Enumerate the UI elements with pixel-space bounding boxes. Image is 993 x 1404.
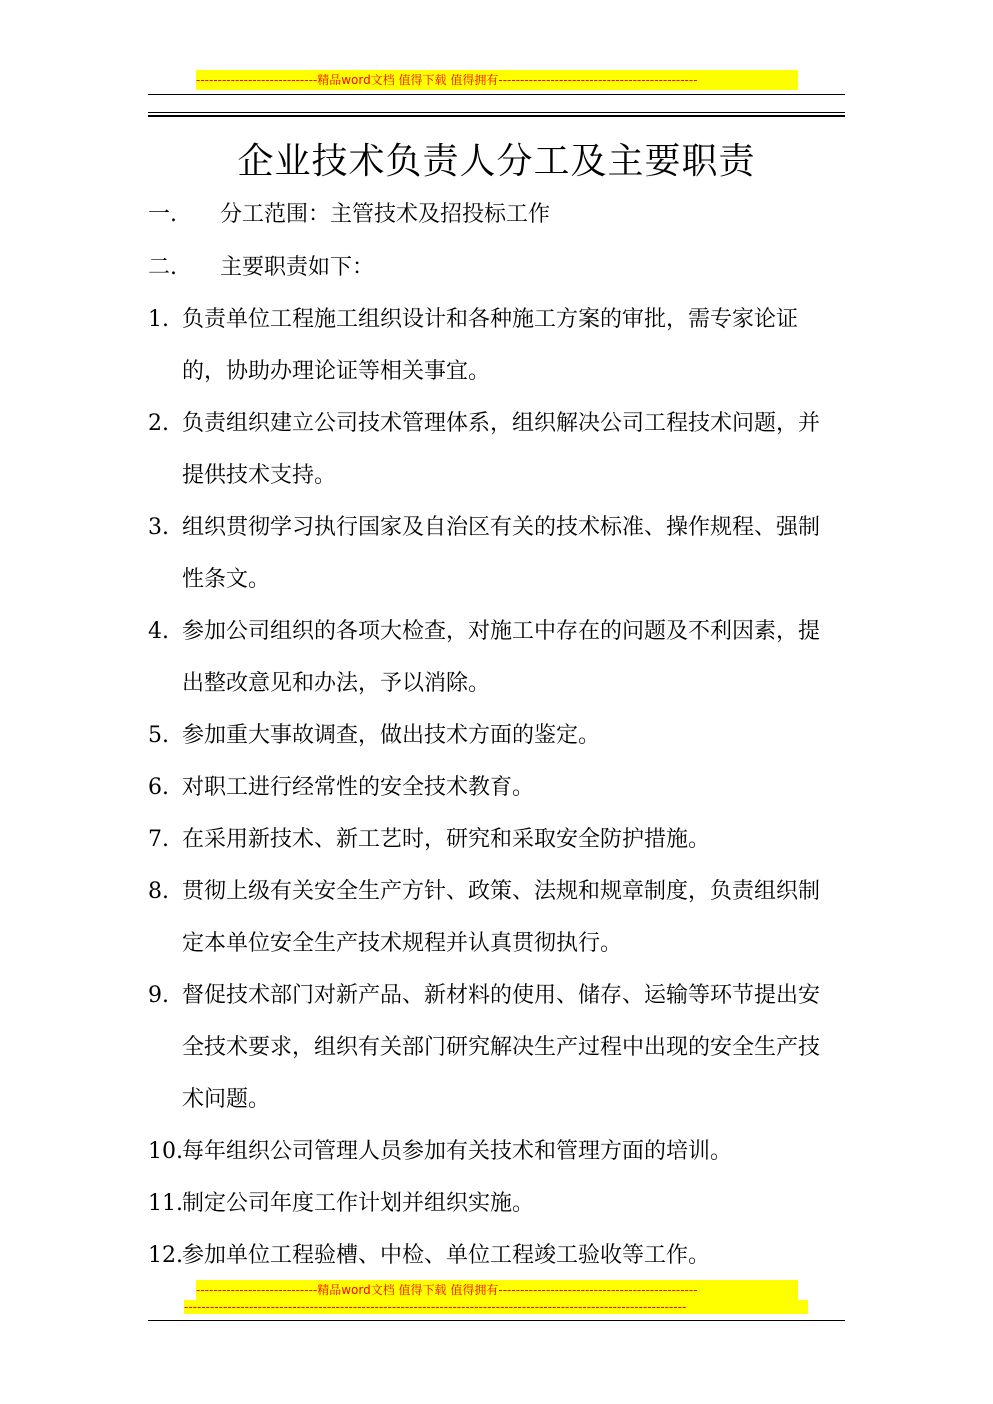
item-number: 6. [148, 775, 169, 800]
duty-item-11 [148, 1178, 838, 1230]
duty-item-12 [148, 1230, 838, 1282]
item-text: 组织贯彻学习执行国家及自治区有关的技术标准、操作规程、强制性条文。 [182, 515, 821, 592]
header-divider [148, 94, 845, 95]
section-text: 主要职责如下： [220, 255, 375, 280]
item-text: 参加单位工程验槽、中检、单位工程竣工验收等工作。 [182, 1243, 711, 1268]
duty-item-7 [148, 814, 838, 866]
section-number: 一. [148, 202, 177, 227]
item-number: 2. [148, 411, 169, 436]
document-title: 企业技术负责人分工及主要职责 [237, 141, 756, 182]
item-text: 参加公司组织的各项大检查，对施工中存在的问题及不利因素，提出整改意见和办法，予以消除。 [182, 619, 821, 696]
duty-item-4 [148, 606, 838, 710]
item-number: 7. [148, 827, 169, 852]
item-text: 督促技术部门对新产品、新材料的使用、储存、运输等环节提出安全技术要求，组织有关部门研究解决生产过程中出现的安全生产技术问题。 [182, 983, 821, 1112]
item-number: 11. [148, 1191, 183, 1216]
header-banner: ----------------------------精品word文档 值得下载 值得拥有---------------------------------------------- [196, 70, 798, 90]
duty-item-8 [148, 866, 838, 970]
duty-item-5 [148, 710, 838, 762]
item-number: 12. [148, 1243, 183, 1268]
item-number: 4. [148, 619, 169, 644]
header-double-divider-top [148, 112, 845, 113]
duty-item-1 [148, 294, 838, 398]
section-scope [148, 200, 550, 230]
duty-item-3 [148, 502, 838, 606]
item-number: 5. [148, 723, 169, 748]
item-text: 参加重大事故调查，做出技术方面的鉴定。 [182, 723, 601, 748]
section-number: 二. [148, 255, 177, 280]
item-text: 每年组织公司管理人员参加有关技术和管理方面的培训。 [182, 1139, 733, 1164]
item-number: 1. [148, 307, 169, 332]
item-number: 3. [148, 515, 169, 540]
footer-divider [148, 1320, 845, 1321]
item-text: 负责组织建立公司技术管理体系，组织解决公司工程技术问题，并提供技术支持。 [182, 411, 821, 488]
header-double-divider-bottom [148, 115, 845, 117]
duty-item-10 [148, 1126, 838, 1178]
item-number: 10. [148, 1139, 183, 1164]
item-number: 8. [148, 879, 169, 904]
item-number: 9. [148, 983, 169, 1008]
duty-item-2 [148, 398, 838, 502]
footer-dash-line: -------------------------------------------------------------------------------------------------------------------- [184, 1300, 808, 1314]
item-text: 制定公司年度工作计划并组织实施。 [182, 1191, 535, 1216]
duty-item-6 [148, 762, 838, 814]
footer-banner: ----------------------------精品word文档 值得下载 值得拥有---------------------------------------------- [196, 1280, 798, 1300]
item-text: 贯彻上级有关安全生产方针、政策、法规和规章制度，负责组织制定本单位安全生产技术规程并认真贯彻执行。 [182, 879, 821, 956]
duty-item-9 [148, 970, 838, 1126]
item-text: 在采用新技术、新工艺时，研究和采取安全防护措施。 [182, 827, 711, 852]
section-duties [148, 253, 374, 283]
item-text: 负责单位工程施工组织设计和各种施工方案的审批，需专家论证的，协助办理论证等相关事宜。 [182, 307, 799, 384]
item-text: 对职工进行经常性的安全技术教育。 [182, 775, 535, 800]
section-text: 分工范围：主管技术及招投标工作 [220, 202, 551, 227]
